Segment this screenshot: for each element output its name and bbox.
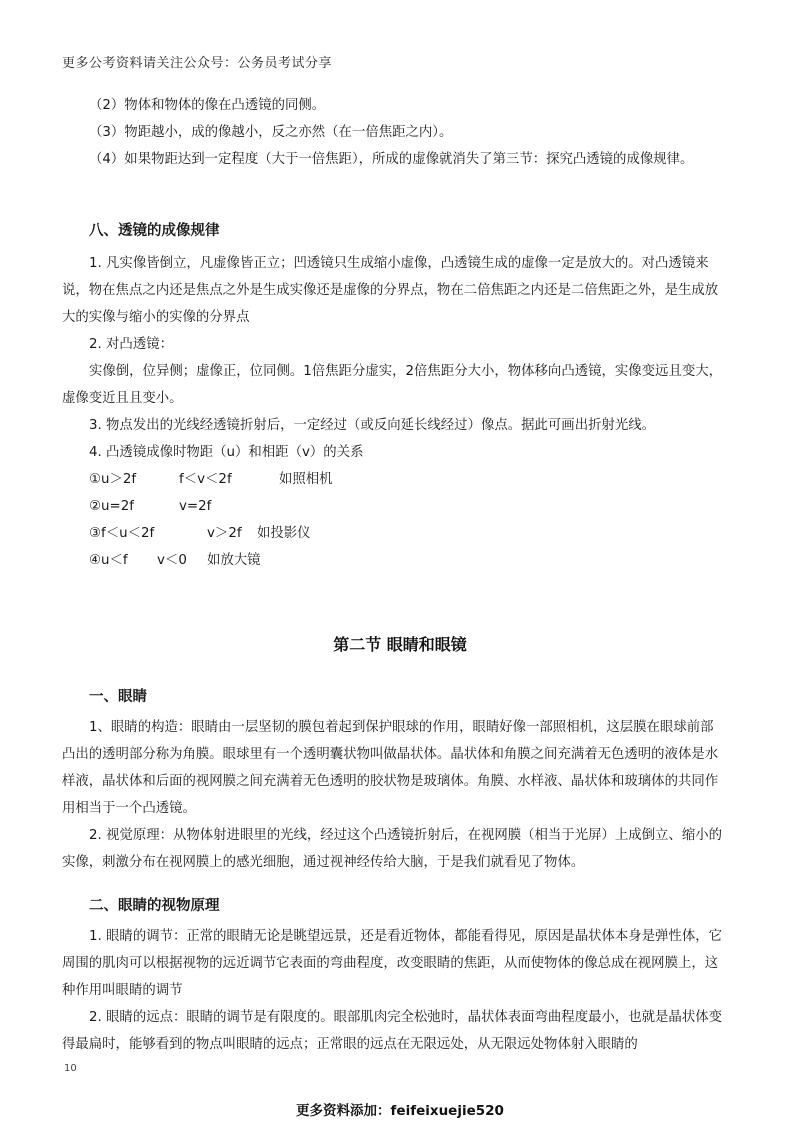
case-v: f＜v＜2f [179, 472, 232, 487]
rule-4: 4. 凸透镜成像时物距（u）和相距（v）的关系 [89, 445, 364, 460]
case-example: 如照相机 [279, 472, 333, 487]
rule-2-detail: 实像倒，位异侧；虚像正，位同侧。1倍焦距分虚实，2倍焦距分大小，物体移向凸透镜，实像变远且变大，虚像变近且且变小。 [62, 364, 723, 406]
vision-principle: 2. 视觉原理：从物体射进眼里的光线，经过这个凸透镜折射后，在视网膜（相当于光屏）上成倒立、缩小的实像，刺激分布在视网膜上的感光细胞，通过视神经传给大脑，于是我们就看见了物体。 [62, 828, 722, 870]
case-u: ②u=2f [89, 499, 134, 514]
header-note: 更多公考资料请关注公众号：公务员考试分享 [62, 56, 333, 71]
page-number: 10 [64, 1063, 77, 1074]
eye-structure: 1、眼睛的构造：眼睛由一层坚韧的膜包着起到保护眼球的作用，眼睛好像一部照相机，这层膜在眼球前部凸出的透明部分称为角膜。眼球里有一个透明囊状物叫做晶状体。晶状体和角膜之间充满着无色透明的液体是水样液，晶状体和后面的视网膜之间充满着无色透明的胶状物是玻璃体。角膜、水样液、晶状体和玻璃体的共同作用相当于一个凸透镜。 [62, 720, 719, 816]
rule-3: 3. 物点发出的光线经透镜折射后，一定经过（或反向延长线经过）像点。据此可画出折射光线。 [89, 418, 656, 433]
section-vision [62, 893, 722, 1058]
paragraph-3: （3）物距越小，成的像越小，反之亦然（在一倍焦距之内）。 [89, 125, 453, 140]
case-row [62, 493, 722, 520]
top-paragraphs [62, 92, 722, 173]
case-row [62, 466, 722, 493]
case-row [62, 520, 722, 547]
rule-2: 2. 对凸透镜： [89, 337, 173, 352]
section-eye [62, 684, 722, 876]
case-v: v＞2f [207, 526, 242, 541]
section-lens-rules [62, 218, 722, 574]
section-heading: 一、眼睛 [89, 689, 147, 705]
section-heading: 二、眼睛的视物原理 [89, 898, 220, 914]
case-v: v＜0 [157, 553, 187, 568]
case-example: 如投影仪 [257, 526, 311, 541]
case-u: ④u＜f [89, 553, 128, 568]
case-u: ①u＞2f [89, 472, 137, 487]
case-u: ③f＜u＜2f [89, 526, 155, 541]
paragraph-4: （4）如果物距达到一定程度（大于一倍焦距），所成的虚像就消失了第三节：探究凸透镜的成像规律。 [89, 152, 694, 167]
eye-accommodation: 1. 眼睛的调节：正常的眼睛无论是眺望远景，还是看近物体，都能看得见，原因是晶状体本身是弹性体，它周围的肌肉可以根据视物的远近调节它表面的弯曲程度，改变眼睛的焦距，从而使物体的像总成在视网膜上，这种作用叫眼睛的调节 [62, 929, 722, 998]
case-v: v=2f [179, 499, 212, 514]
rule-1: 1. 凡实像皆倒立，凡虚像皆正立；凹透镜只生成缩小虚像，凸透镜生成的虚像一定是放大的。对凸透镜来说，物在焦点之内还是焦点之外是生成实像还是虚像的分界点，物在二倍焦距之内还是二倍焦距之外，是生成放大的实像与缩小的实像的分界点 [62, 256, 719, 325]
footer-note: 更多资料添加：feifeixuejie520 [296, 1103, 504, 1119]
paragraph-2: （2）物体和物体的像在凸透镜的同侧。 [89, 98, 326, 113]
case-row [62, 547, 722, 574]
eye-far-point: 2. 眼睛的远点：眼睛的调节是有限度的。眼部肌肉完全松弛时，晶状体表面弯曲程度最小，也就是晶状体变得最扁时，能够看到的物点叫眼睛的远点；正常眼的远点在无限远处，从无限远处物体射入眼睛的 [62, 1010, 722, 1052]
section-heading: 八、透镜的成像规律 [89, 223, 220, 239]
chapter-title: 第二节 眼睛和眼镜 [333, 635, 467, 654]
case-example: 如放大镜 [207, 553, 261, 568]
